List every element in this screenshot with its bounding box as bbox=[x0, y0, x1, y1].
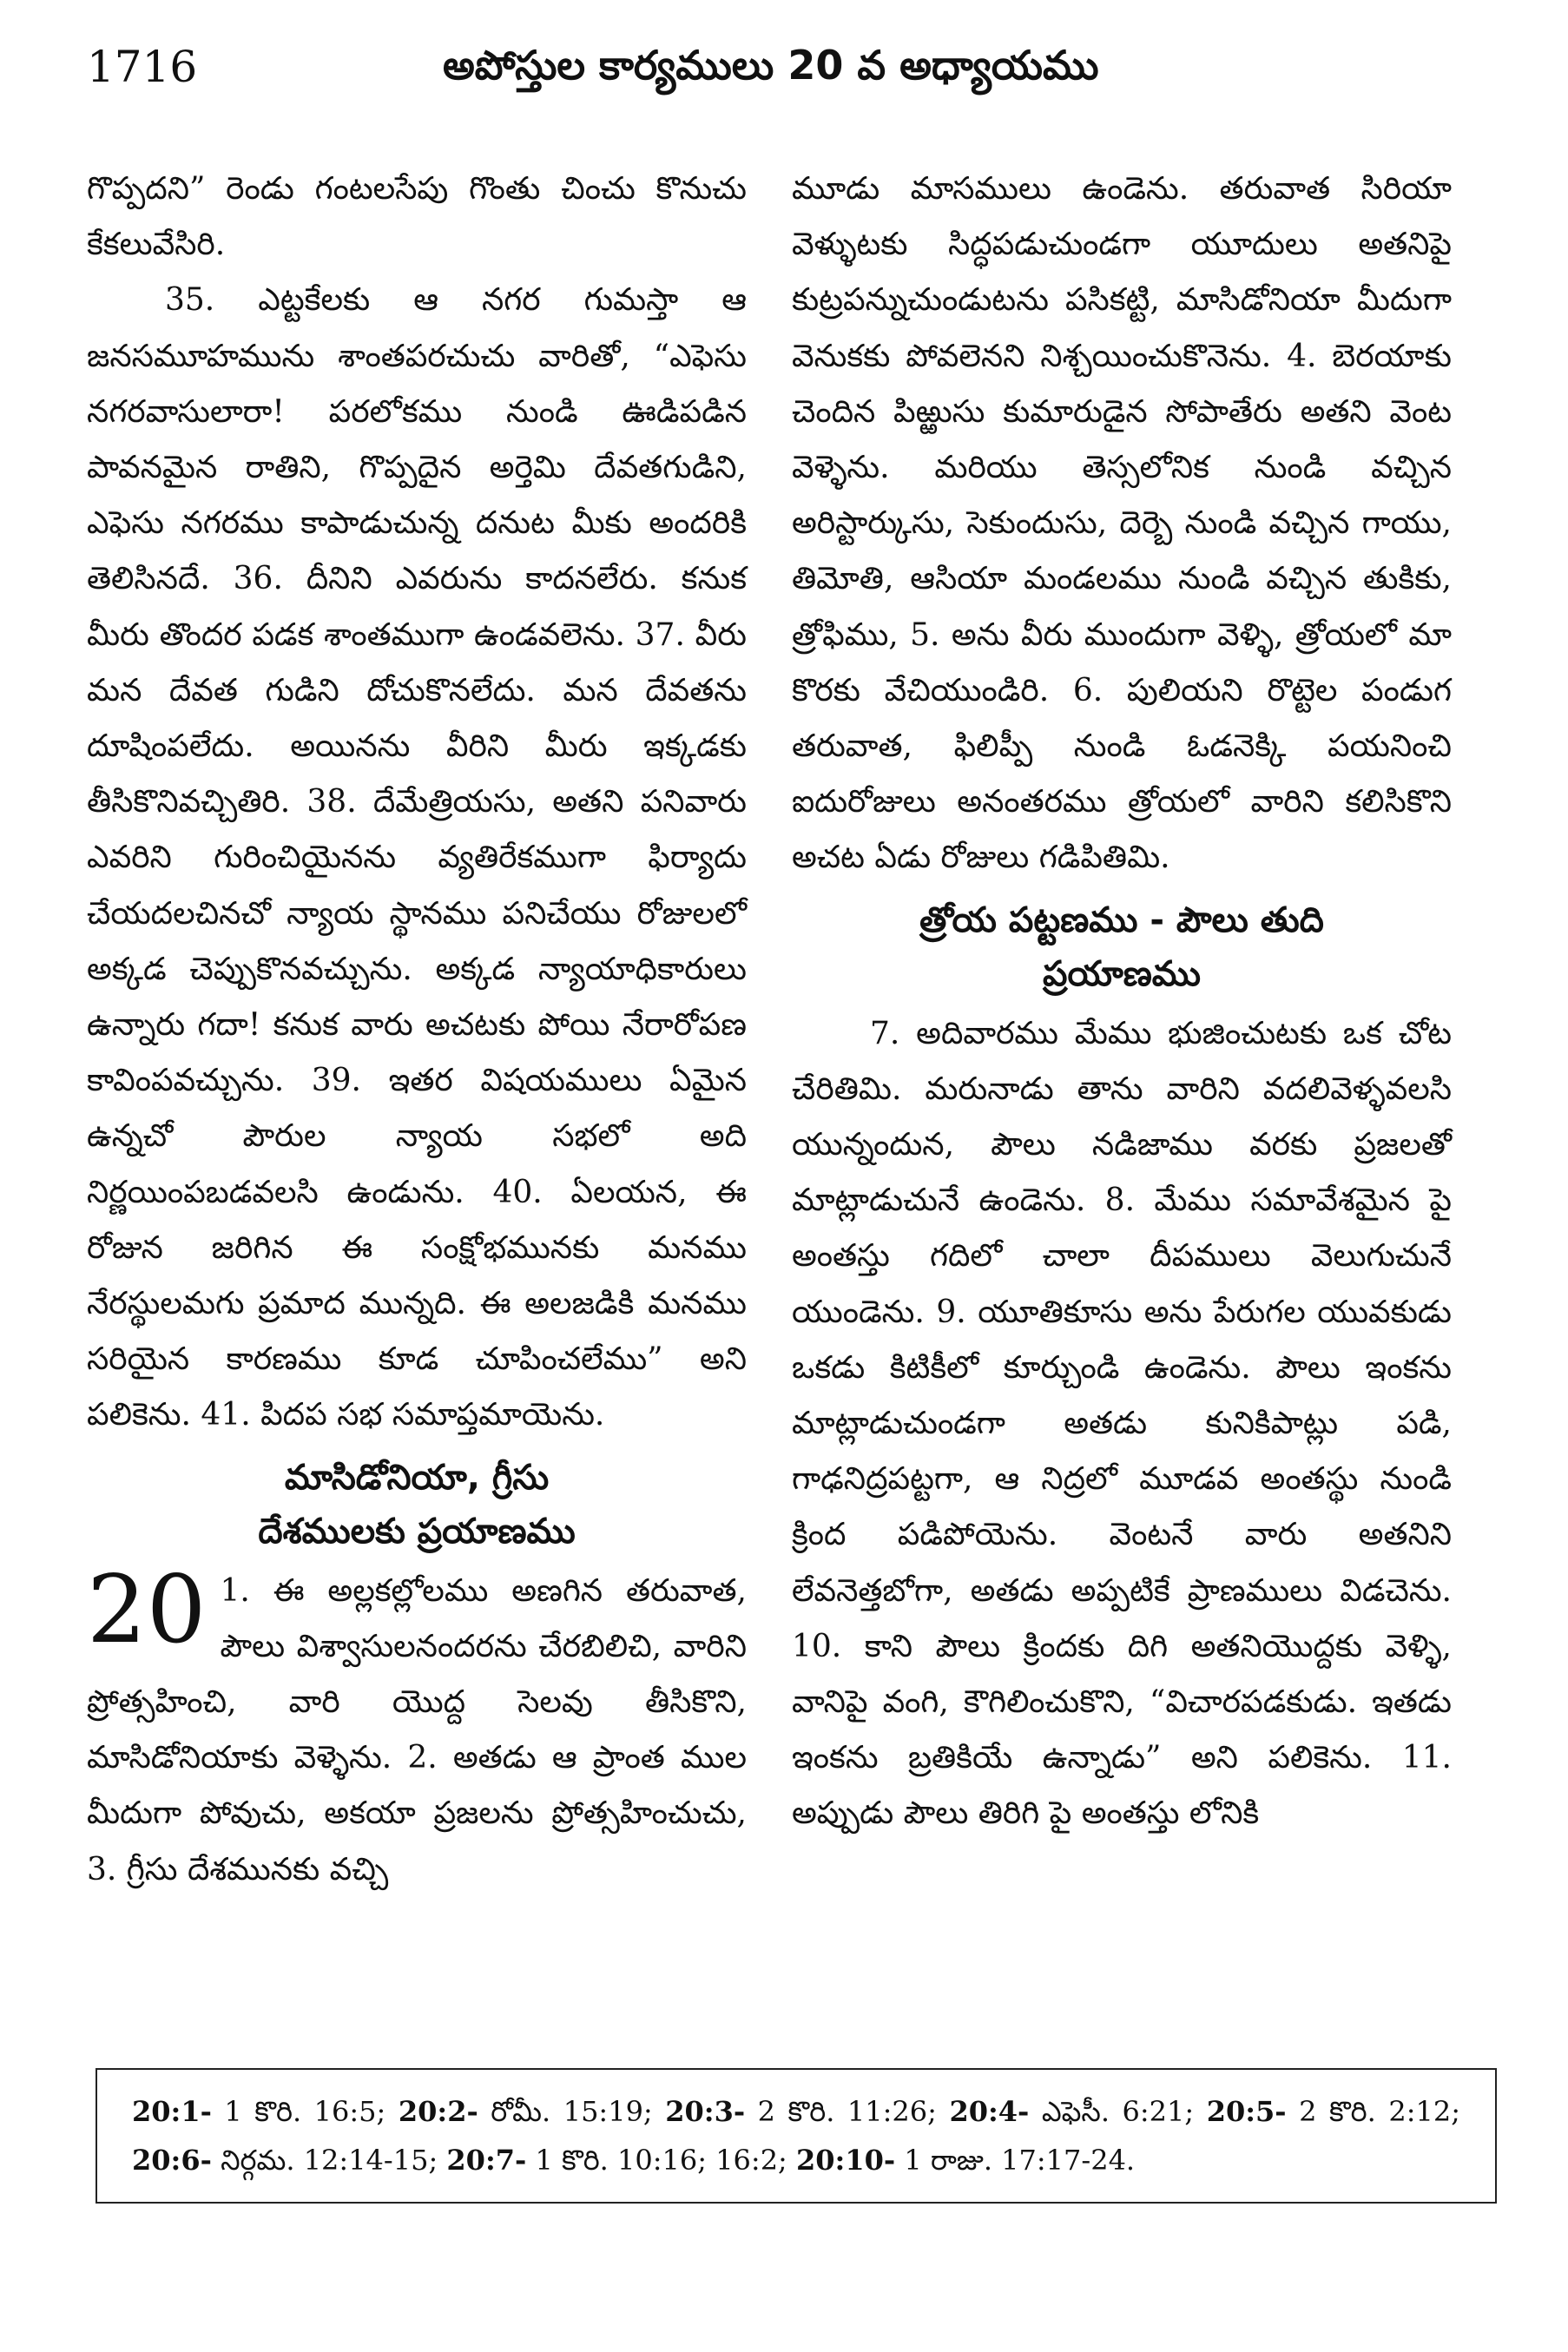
footnote-ref: 20:2- bbox=[398, 2095, 478, 2128]
footnote-text: నిర్గమ. 12:14-15; bbox=[211, 2144, 447, 2177]
section-heading-line: దేశములకు ప్రయాణము bbox=[258, 1511, 576, 1552]
paragraph: 7. అదివారము మేము భుజించుటకు ఒక చోట చేరితిమి. మరునాడు తాను వారిని వదలివెళ్ళవలసి యున్నందున, పౌలు నడిజాము వరకు ప్రజలతో మాట్లాడుచునే ఉండెను. 8. మేము సమావేశమైన పై అంతస్తు గదిలో చాలా దీపములు వెలుగుచునే యుండెను. 9. యూతికూసు అను పేరుగల యువకుడు ఒకడు కిటికీలో కూర్చుండి ఉండెను. పౌలు ఇంకను మాట్లాడుచుండగా అతడు కునికిపాట్లు పడి, గాఢనిద్రపట్టగా, ఆ నిద్రలో మూడవ అంతస్థు నుండి క్రింద పడిపోయెను. వెంటనే వారు అతనిని లేవనెత్తబోగా, అతడు అప్పటికే ప్రాణములు విడచెను. 10. కాని పౌలు క్రిందకు దిగి అతనియొద్దకు వెళ్ళి, వానిపై వంగి, కౌగిలించుకొని, “విచారపడకుడు. ఇతడు ఇంకను బ్రతికియే ఉన్నాడు” అని పలికెను. 11. అప్పుడు పౌలు తిరిగి పై అంతస్తు లోనికి bbox=[792, 1015, 1452, 1832]
running-title: అపోస్తుల కార్యములు 20 వ అధ్యాయము bbox=[443, 42, 1099, 89]
section-heading-line: త్రోయ పట్టణము - పౌలు తుది bbox=[919, 899, 1324, 940]
footnote-text: 1 కొరి. 10:16; 16:2; bbox=[526, 2144, 797, 2177]
section-heading bbox=[792, 893, 1452, 1001]
page-header bbox=[87, 42, 1481, 111]
section-heading-line: మాసిడోనియా, గ్రీసు bbox=[284, 1457, 550, 1498]
right-column bbox=[792, 161, 1452, 1842]
footnote-text: 1 రాజు. 17:17-24. bbox=[895, 2144, 1136, 2177]
footnote-text: రోమీ. 15:19; bbox=[478, 2095, 666, 2128]
footnote-ref: 20:7- bbox=[446, 2144, 527, 2177]
footnote-ref: 20:1- bbox=[132, 2095, 212, 2128]
paragraph: గొప్పదని” రెండు గంటలసేపు గొంతు చించు కొనుచు కేకలువేసిరి. bbox=[87, 171, 747, 263]
section-heading-line: ప్రయాణము bbox=[1043, 953, 1201, 994]
footnote-ref: 20:5- bbox=[1206, 2095, 1287, 2128]
section-heading bbox=[87, 1451, 747, 1558]
chapter-text: 1. ఈ అల్లకల్లోలము అణగిన తరువాత, పౌలు విశ్వాసులనందరను చేరబిలిచి, వారిని ప్రోత్సహించి, వారి యొద్ద సెలవు తీసికొని, మాసిడోనియాకు వెళ్ళెను. 2. అతడు ఆ ప్రాంత ముల మీదుగా పోవుచు, అకయా ప్రజలను ప్రోత్సహించుచు, 3. గ్రీసు దేశమునకు వచ్చి bbox=[87, 1572, 747, 1888]
footnote-ref: 20:6- bbox=[132, 2144, 212, 2177]
cross-references-box bbox=[96, 2068, 1497, 2204]
chapter-number: 20 bbox=[87, 1555, 207, 1664]
footnote-ref: 20:4- bbox=[949, 2095, 1030, 2128]
footnote-text: ఎఫెసీ. 6:21; bbox=[1029, 2095, 1207, 2128]
page-number: 1716 bbox=[87, 42, 198, 92]
chapter-start-paragraph bbox=[87, 1555, 747, 1898]
left-column bbox=[87, 161, 747, 1898]
footnote-ref: 20:3- bbox=[665, 2095, 746, 2128]
footnote-ref: 20:10- bbox=[796, 2144, 896, 2177]
paragraph: మూడు మాసములు ఉండెను. తరువాత సిరియా వెళ్ళుటకు సిద్ధపడుచుండగా యూదులు అతనిపై కుట్రపన్నుచుండుటను పసికట్టి, మాసిడోనియా మీదుగా వెనుకకు పోవలెనని నిశ్చయించుకొనెను. 4. బెరయాకు చెందిన పిఱ్ఱుసు కుమారుడైన సోపాతేరు అతని వెంట వెళ్ళెను. మరియు తెస్సలోనిక నుండి వచ్చిన అరిస్టార్కుసు, సెకుందుసు, దెర్బె నుండి వచ్చిన గాయు, తిమోతి, ఆసియా మండలము నుండి వచ్చిన తుకికు, త్రోఫిము, 5. అను వీరు ముందుగా వెళ్ళి, త్రోయలో మా కొరకు వేచియుండిరి. 6. పులియని రొట్టెల పండుగ తరువాత, ఫిలిప్పీ నుండి ఓడనెక్కి పయనించి ఐదురోజులు అనంతరము త్రోయలో వారిని కలిసికొని అచట ఏడు రోజులు గడిపితిమి. bbox=[792, 171, 1452, 876]
footnote-text: 1 కొరి. 16:5; bbox=[211, 2095, 399, 2128]
footnote-text: 2 కొరి. 2:12; bbox=[1286, 2095, 1460, 2128]
footnote-text: 2 కొరి. 11:26; bbox=[745, 2095, 950, 2128]
paragraph: 35. ఎట్టకేలకు ఆ నగర గుమస్తా ఆ జనసమూహమును శాంతపరచుచు వారితో, “ఎఫెసు నగరవాసులారా! పరలోకము నుండి ఊడిపడిన పావనమైన రాతిని, గొప్పదైన అర్తెమి దేవతగుడిని, ఎఫెసు నగరము కాపాడుచున్న దనుట మీకు అందరికి తెలిసినదే. 36. దీనిని ఎవరును కాదనలేరు. కనుక మీరు తొందర పడక శాంతముగా ఉండవలెను. 37. వీరు మన దేవత గుడిని దోచుకొనలేదు. మన దేవతను దూషింపలేదు. అయినను వీరిని మీరు ఇక్కడకు తీసికొనివచ్చితిరి. 38. దేమేత్రియసు, అతని పనివారు ఎవరిని గురించియైనను వ్యతిరేకముగా ఫిర్యాదు చేయదలచినచో న్యాయ స్థానము పనిచేయు రోజులలో అక్కడ చెప్పుకొనవచ్చును. అక్కడ న్యాయాధికారులు ఉన్నారు గదా! కనుక వారు అచటకు పోయి నేరారోపణ కావింపవచ్చును. 39. ఇతర విషయములు ఏమైన ఉన్నచో పౌరుల న్యాయ సభలో అది నిర్ణయింపబడవలసి ఉండును. 40. ఏలయన, ఈ రోజున జరిగిన ఈ సంక్షోభమునకు మనము నేరస్థులమగు ప్రమాద మున్నది. ఈ అలజడికి మనము సరియైన కారణము కూడ చూపించలేము” అని పలికెను. 41. పిదప సభ సమాప్తమాయెను. bbox=[87, 282, 747, 1433]
